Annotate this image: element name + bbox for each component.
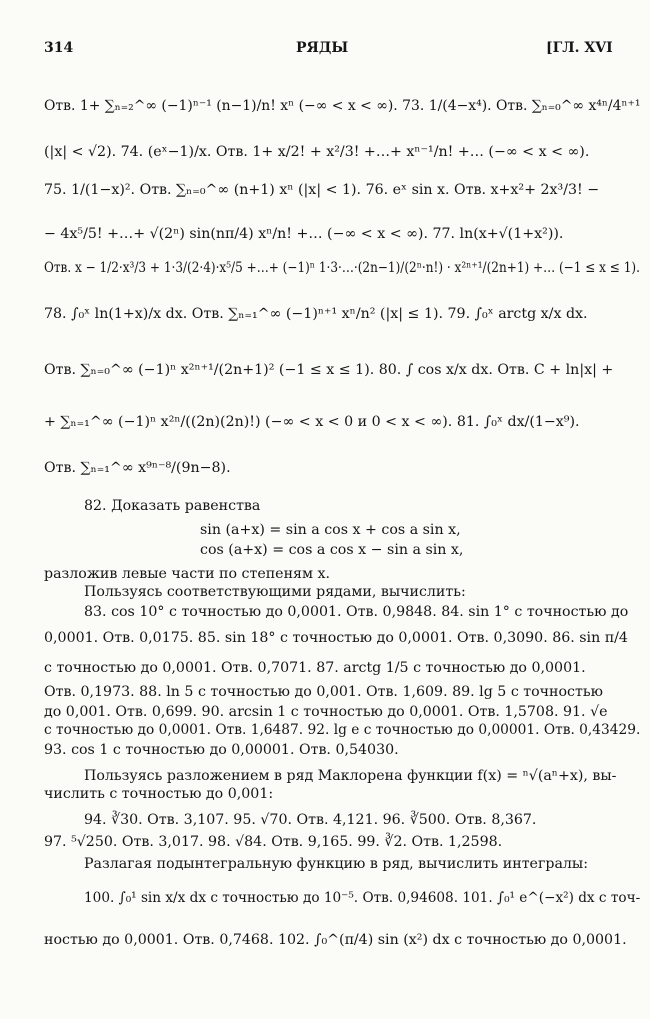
identity-cos: cos (a+x) = cos a cos x − sin a sin x,: [200, 542, 464, 558]
problem-100: 100. ∫₀¹ sin x/x dx с точностью до 10⁻⁵. Отв. 0,94608. 101. ∫₀¹ e^(−x²) dx с точ-: [84, 890, 641, 906]
chapter-label: [ГЛ. XVI: [546, 40, 613, 56]
text-line: 94. ∛30. Отв. 3,107. 95. √70. Отв. 4,121. 96. ∛500. Отв. 8,367.: [84, 812, 537, 828]
text-line: 83. cos 10° с точностью до 0,0001. Отв. 0,9848. 84. sin 1° с точностью до: [84, 604, 629, 620]
text-line: − 4x⁵/5! +…+ √(2ⁿ) sin(nπ/4) xⁿ/n! +… (−∞ < x < ∞). 77. ln(x+√(1+x²)).: [44, 226, 564, 242]
text-line: Отв. ∑ₙ₌₁^∞ x⁹ⁿ⁻⁸/(9n−8).: [44, 460, 231, 476]
text-line: Отв. 1+ ∑ₙ₌₂^∞ (−1)ⁿ⁻¹ (n−1)/n! xⁿ (−∞ < x < ∞). 73. 1/(4−x⁴). Отв. ∑ₙ₌₀^∞ x⁴ⁿ/4ⁿ⁺¹: [44, 98, 641, 114]
text-line: Отв. x − 1/2·x³/3 + 1·3/(2·4)·x⁵/5 +…+ (−1)ⁿ 1·3·…·(2n−1)/(2ⁿ·n!) · x²ⁿ⁺¹/(2n+1) +… (−1 ≤ x ≤ 1).: [44, 260, 640, 276]
problem-82: 82. Доказать равенства: [84, 498, 261, 514]
text-line: Пользуясь разложением в ряд Маклорена функции f(x) = ⁿ√(aⁿ+x), вы-: [84, 768, 617, 784]
text-line: Пользуясь соответствующими рядами, вычислить:: [84, 584, 466, 600]
text-line: числить с точностью до 0,001:: [44, 786, 274, 802]
text-line: + ∑ₙ₌₁^∞ (−1)ⁿ x²ⁿ/((2n)(2n)!) (−∞ < x < 0 и 0 < x < ∞). 81. ∫₀ˣ dx/(1−x⁹).: [44, 414, 580, 430]
text-line: до 0,001. Отв. 0,699. 90. arcsin 1 с точностью до 0,0001. Отв. 1,5708. 91. √e: [44, 704, 608, 720]
page-title: РЯДЫ: [296, 40, 349, 56]
text-line: с точностью до 0,0001. Отв. 1,6487. 92. lg e с точностью до 0,00001. Отв. 0,43429.: [44, 722, 641, 738]
text-line: разложив левые части по степеням x.: [44, 566, 331, 582]
identity-sin: sin (a+x) = sin a cos x + cos a sin x,: [200, 522, 461, 538]
text-line: Отв. 0,1973. 88. ln 5 с точностью до 0,001. Отв. 1,609. 89. lg 5 с точностью: [44, 684, 603, 700]
text-line: 93. cos 1 с точностью до 0,00001. Отв. 0,54030.: [44, 742, 399, 758]
text-line: 97. ⁵√250. Отв. 3,017. 98. √84. Отв. 9,165. 99. ∛2. Отв. 1,2598.: [44, 834, 503, 850]
text-line: Разлагая подынтегральную функцию в ряд, вычислить интегралы:: [84, 856, 588, 872]
text-line: (|x| < √2). 74. (eˣ−1)/x. Отв. 1+ x/2! + x²/3! +…+ xⁿ⁻¹/n! +… (−∞ < x < ∞).: [44, 144, 590, 160]
text-line: 78. ∫₀ˣ ln(1+x)/x dx. Отв. ∑ₙ₌₁^∞ (−1)ⁿ⁺¹ xⁿ/n² (|x| ≤ 1). 79. ∫₀ˣ arctg x/x dx.: [44, 306, 588, 322]
text-line: 75. 1/(1−x)². Отв. ∑ₙ₌₀^∞ (n+1) xⁿ (|x| < 1). 76. eˣ sin x. Отв. x+x²+ 2x³/3! −: [44, 182, 600, 198]
problem-102: ностью до 0,0001. Отв. 0,7468. 102. ∫₀^(π/4) sin (x²) dx с точностью до 0,0001.: [44, 932, 627, 948]
page-number: 314: [44, 40, 74, 56]
text-line: 0,0001. Отв. 0,0175. 85. sin 18° с точностью до 0,0001. Отв. 0,3090. 86. sin π/4: [44, 630, 628, 646]
text-line: Отв. ∑ₙ₌₀^∞ (−1)ⁿ x²ⁿ⁺¹/(2n+1)² (−1 ≤ x ≤ 1). 80. ∫ cos x/x dx. Отв. C + ln|x| +: [44, 362, 614, 378]
text-line: с точностью до 0,0001. Отв. 0,7071. 87. arctg 1/5 с точностью до 0,0001.: [44, 660, 586, 676]
